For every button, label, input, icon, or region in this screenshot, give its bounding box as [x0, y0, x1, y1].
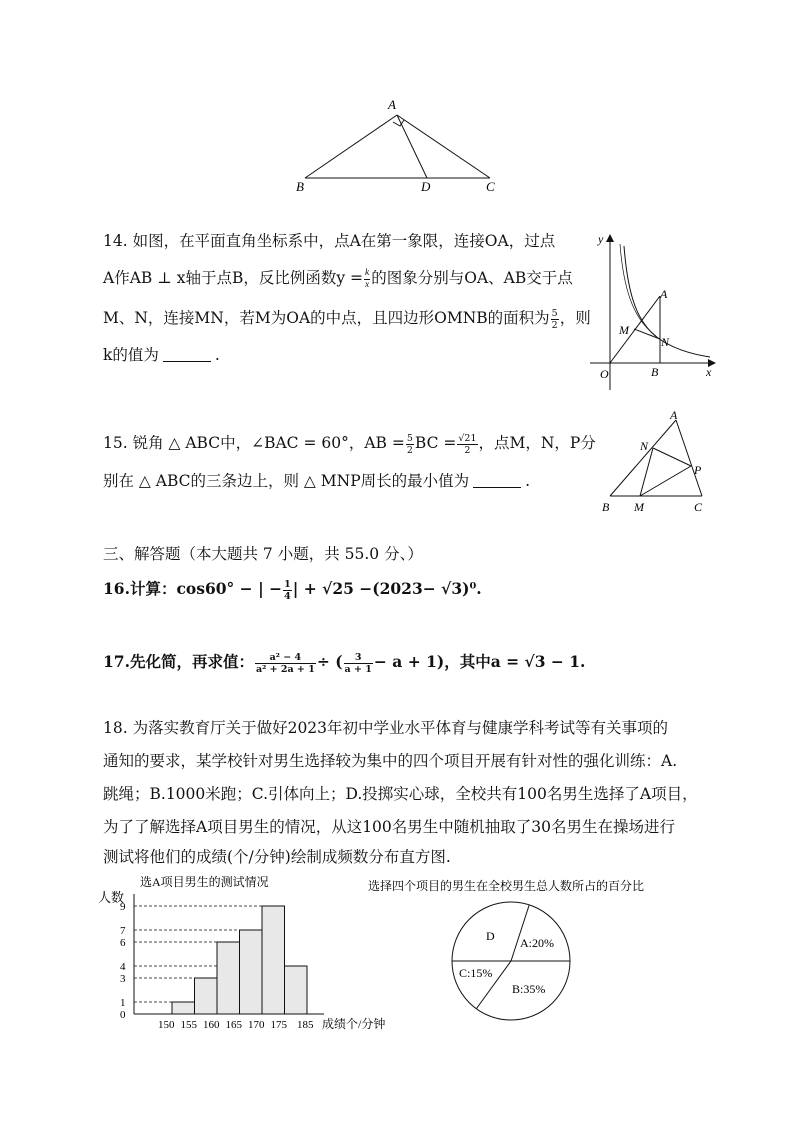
histogram-bar [285, 966, 308, 1014]
histogram-bar [172, 1002, 195, 1014]
label-A: A [670, 408, 678, 422]
q14-line1 [103, 230, 555, 252]
x-tick-label: 170 [248, 1019, 265, 1031]
slice-label: C:15% [459, 966, 493, 980]
fraction-k-over-x: $\frac{k}{x}$ [365, 267, 370, 290]
slice-label: B:35% [512, 982, 546, 996]
label-B: B [602, 500, 610, 514]
y-tick-label: 4 [120, 961, 126, 973]
chart-title: 选择四个项目的男生在全校男生总人数所占的百分比 [368, 879, 645, 893]
q15-line2: 别在 △ ABC的三条边上，则 △ MNP周长的最小值为 . [103, 472, 531, 490]
axis-x-label: x [706, 365, 712, 379]
x-tick-label: 155 [180, 1019, 197, 1031]
fraction-1-over-4: $\frac{1}{4}$ [284, 578, 291, 602]
answer-blank [163, 347, 211, 362]
histogram-bar [240, 930, 263, 1014]
histogram-bar [262, 906, 285, 1014]
x-tick-label: 160 [203, 1019, 220, 1031]
y-tick-label: 7 [120, 925, 126, 937]
q15-text2: 别在 △ ABC的三条边上，则 △ MNP周长的最小值为 [103, 472, 470, 490]
q17: 17.先化简，再求值： $\frac{\text{a² − 4}}{\text{a² + 2a + 1}}$ ÷ ( $\frac{3}{a + 1}$ − a + 1)，其中a = √3 − 1. [103, 651, 586, 675]
chart-title: 选A项目男生的测试情况 [140, 875, 269, 889]
slice-divider [511, 905, 529, 961]
q18-line5: 测试将他们的成绩(个/分钟)绘制成频数分布直方图. [103, 848, 451, 866]
q14-text4: k的值为 [103, 346, 159, 364]
y-axis-label: 人数 [98, 890, 125, 905]
pie-chart [360, 872, 710, 1032]
q14-num: 14. [103, 232, 128, 250]
q15-line1 [103, 432, 596, 456]
label-D: D [421, 179, 431, 194]
fraction-expression-1: $\frac{\text{a² − 4}}{\text{a² + 2a + 1}}$ [255, 651, 315, 675]
q15-num: 15. [103, 434, 128, 452]
q14-line2 [103, 267, 573, 291]
x-tick-label: 165 [225, 1019, 242, 1031]
fraction-5-over-2: $\frac{5}{2}$ [406, 432, 413, 456]
x-tick-label: 185 [297, 1019, 314, 1031]
y-tick-label: 6 [120, 937, 126, 949]
label-B: B [651, 365, 659, 379]
q14-text3a: M、N，连接MN，若M为OA的中点，且四边形OMNB的面积为 [103, 309, 550, 327]
axis-y-label: y [598, 232, 604, 246]
q14-text3b: ，则 [559, 309, 591, 327]
q18-line1: 18. 为落实教育厅关于做好2023年初中学业水平体育与健康学科考试等有关事项的 [103, 719, 669, 737]
x-tick-label: 175 [270, 1019, 287, 1031]
label-C: C [486, 179, 495, 194]
fraction-expression-2: $\frac{3}{a + 1}$ [344, 651, 372, 675]
label-N: N [661, 335, 670, 349]
q14-line4: k的值为 . [103, 346, 220, 364]
q14-text1: 如图，在平面直角坐标系中，点A在第一象限，连接OA，过点 [132, 232, 556, 250]
label-N: N [640, 439, 649, 453]
label-A: A [660, 287, 668, 301]
q15-text1c: ，点M，N，P分 [478, 434, 596, 452]
slice-label: D [486, 929, 495, 943]
fraction-sqrt21-over-2: $\frac{√21}{2}$ [458, 432, 477, 456]
q14-line3 [103, 307, 591, 331]
fraction-5-over-2: $\frac{5}{2}$ [551, 307, 558, 331]
y-tick-label: 9 [120, 901, 126, 913]
triangle-figure [290, 95, 510, 195]
q14-text2a: A作AB ⊥ x轴于点B，反比例函数y = [103, 269, 364, 287]
q16: 16.计算：cos60° − | − $\frac{1}{4}$ | + √25 −(2023− √3)⁰. [103, 578, 482, 602]
label-B: B [296, 179, 304, 194]
y-tick-label: 1 [120, 997, 126, 1009]
label-P: P [694, 463, 702, 477]
label-M: M [634, 500, 644, 514]
y-tick-label: 0 [120, 1009, 126, 1021]
histogram-bar [195, 978, 218, 1014]
q15-text1b: BC = [414, 434, 457, 452]
answer-blank [473, 473, 521, 488]
coordinate-figure [586, 228, 726, 398]
q14-text2b: 的图象分别与OA、AB交于点 [371, 269, 573, 287]
label-O: O [600, 367, 609, 381]
histogram-bar [217, 942, 240, 1014]
section-heading: 三、解答题（本大题共 7 小题，共 55.0 分、） [103, 545, 423, 563]
triangle-mnp-figure [598, 408, 718, 518]
label-C: C [694, 500, 703, 514]
label-M: M [619, 323, 629, 337]
q18-line2: 通知的要求，某学校针对男生选择较为集中的四个项目开展有针对性的强化训练：A. [103, 752, 678, 770]
x-tick-label: 150 [158, 1019, 175, 1031]
slice-label: A:20% [520, 936, 554, 950]
label-A: A [388, 97, 396, 112]
x-axis-label: 成绩个/分钟 [322, 1017, 386, 1031]
q15-text1a: 锐角 △ ABC中，∠BAC = 60°，AB = [132, 434, 405, 452]
q18-line4: 为了了解选择A项目男生的情况，从这100名男生中随机抽取了30名男生在操场进行 [103, 818, 676, 836]
y-tick-label: 3 [120, 973, 126, 985]
q18-line3: 跳绳；B.1000米跑；C.引体向上；D.投掷实心球，全校共有100名男生选择了A项目， [103, 785, 698, 803]
